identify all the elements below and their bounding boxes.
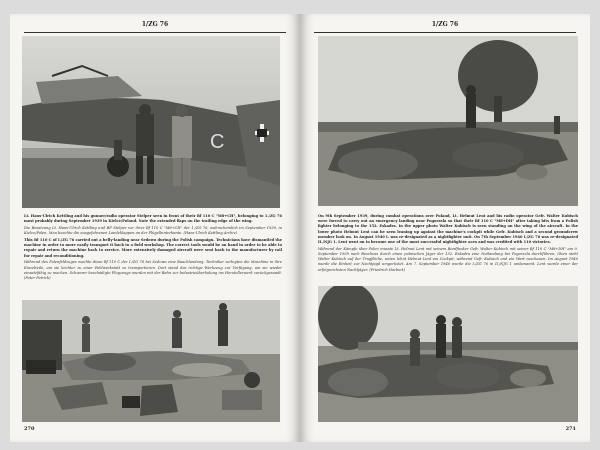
folio-right: 271 [565,426,576,432]
photo-crew-bf110-image [22,36,280,208]
photo-dismantled-aircraft [22,300,280,422]
photo-crew-bf110 [22,36,280,208]
caption-top-left [24,214,282,283]
caption-bottom-left-de: Während des Polenfeldzuges machte diese Bf 110 C der I./ZG 76 bei Sedowo eine Bauchlandung. Techniker zerlegten die Maschine in ihre Einzelteile, um sie leichter zu einer Feldwerkstatt zu transportieren. Dort stand das richtige Werkzeug zur Verfügung, um sie wieder einsatzfähig zu machen. Schwerer beschädigte Flugzeuge wurden mit der Bahn zur Industrieüberholung ins Herstellerwerk zurückgesandt. (Peter Petrick) [24,260,282,281]
caption-bottom-left-en: This Bf 110 C of I./ZG 76 carried out a belly-landing near Sedowo during the Polish campaign. Technicians have dismantled the machine in order to more easily transport it back to a field workshop. The correct tools would be on hand in order to be able to repair and return the machine back to service. More extensively damaged aircraft were sent back to the manufacturer by rail for repair and reconditioning. [24,238,282,258]
running-head-left: 1/ZG 76 [24,20,286,33]
svg-text:C: C [210,131,225,153]
folio-left: 270 [24,426,35,432]
photo-lent-aircraft-top-image [318,36,578,206]
caption-top-left-en: Lt. Hans-Ulrich Kettling and his gunner/radio operator Stelper seen in front of their Bf 110 C "M8+CH", belonging to 1./ZG 76 most probably during September 1939 in Kielce/Poland. Note the extended flaps on the trailing edge of the wing. [24,214,282,224]
caption-top-left-de: Die Besatzung Lt. Hans-Ulrich Kettling und BF Stelper vor ihrer Bf 110 C "M8+CH" der 1./ZG 76, wahrscheinlich im September 1939, in Kielce/Polen. Man beachte die ausgefahrenen Landeklappen an der Flügelhinterkante. (Hans-Ulrich Kettling Archiv) [24,226,282,236]
caption-right-en: On 9th September 1939, during combat operations over Poland, Lt. Helmut Lent and his radio operator Gefr. Walter Kubisch were forced to carry out an emergency landing near Pogorzela so that their Bf 110 C "M8+DH" after taking hits from a Polish fighter belonging to the 152. Eskadra. In the upper photo Walter Kubisch is seen standing on the wing of the aircraft. In the lower photo Helmut Lent can be seen leaning up against the machine's cockpit while Gefr. Kubisch and a second groundcrew member look on. In August 1940 I. was re-designated as a nightfighter unit. On 7th September 1940 I./ZG 76 was re-designated II./NJG 1. Lent went on to become one of the most successful nightfighter aces and was credited with 110 victories. [318,214,578,245]
photo-lent-aircraft-bottom [318,286,578,422]
running-head-right: 1/ZG 76 [314,20,576,33]
photo-dismantled-aircraft-image [22,300,280,422]
left-page [10,14,300,442]
photo-lent-aircraft-bottom-image [318,286,578,422]
book-spread [10,14,590,442]
caption-right [318,214,578,274]
caption-right-de: Während der Kämpfe über Polen musste Lt. Helmut Lent mit seinem Bordfunker Gefr. Walter Kubisch mit seiner Bf 110 C "M8+DH" am 9. September 1939 nach Beschuss durch einen polnischen Jäger der 152. Eskadra eine Notlandung bei Pogorzela durchführen. Oben steht Walter Kubisch auf der Tragfläche, unten lehnt Helmut Lent am Cockpit, während Gefr. Kubisch und ein Wart zuschauen. Im August 1940 wurde die Einheit zur Nachtjagd umgerüstet. Am 7. September 1940 wurde die I./ZG 76 in II./NJG 1 umbenannt. Lent wurde einer der erfolgreichsten Nachtjäger. (Friedrich Harbort) [318,246,578,272]
right-page [300,14,590,442]
photo-lent-aircraft-top [318,36,578,206]
